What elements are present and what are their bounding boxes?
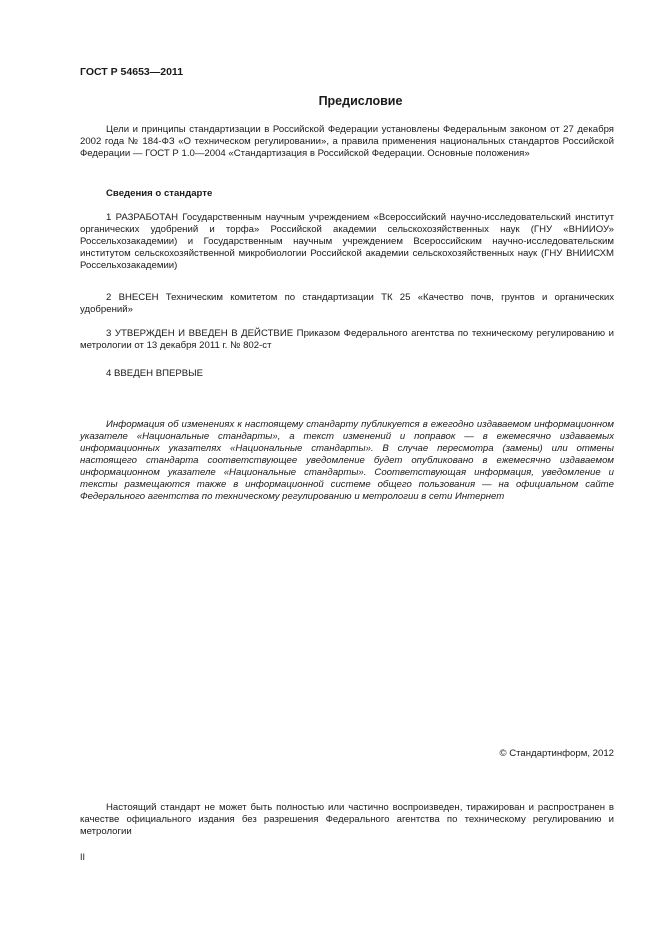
page-number: II [80, 852, 86, 862]
section-heading: Сведения о стандарте [106, 188, 213, 199]
intro-paragraph: Цели и принципы стандартизации в Российской Федерации установлены Федеральным законом от 27 декабря 2002 года № 184-ФЗ «О техническом регулировании», а правила применения национальных стандартов Российской Федерации — ГОСТ Р 1.0—2004 «Стандартизация в Российской Федерации. Основные положения» [80, 124, 614, 159]
document-number: ГОСТ Р 54653—2011 [80, 66, 184, 78]
item-introduced: 2 ВНЕСЕН Техническим комитетом по стандартизации ТК 25 «Качество почв, грунтов и органических удобрений» [80, 292, 614, 315]
reproduction-notice-paragraph: Настоящий стандарт не может быть полностью или частично воспроизведен, тиражирован и распространен в качестве официального издания без разрешения Федерального агентства по техническому регулированию и метрологии [80, 802, 614, 837]
item-developed: 1 РАЗРАБОТАН Государственным научным учреждением «Всероссийский научно-исследовательский институт органических удобрений и торфа» Российской академии сельскохозяйственных наук (ГНУ «ВНИИОУ» Россельхозакадемии) и Государственным научным учреждением Всероссийским научно-исследовательским институтом сельскохозяйственной микробиологии Российской академии сельскохозяйственных наук (ГНУ ВНИИСХМ Россельхозакадемии) [80, 212, 614, 271]
item-approved: 3 УТВЕРЖДЕН И ВВЕДЕН В ДЕЙСТВИЕ Приказом Федерального агентства по техническому регулированию и метрологии от 13 декабря 2011 г. № 802-ст [80, 328, 614, 351]
item-first-introduced: 4 ВВЕДЕН ВПЕРВЫЕ [106, 368, 204, 379]
page-title: Предисловие [318, 94, 403, 108]
info-notice-paragraph: Информация об изменениях к настоящему стандарту публикуется в ежегодно издаваемом информационном указателе «Национальные стандарты», а текст изменений и поправок — в ежемесячно издаваемых информационных указателях «Национальные стандарты». В случае пересмотра (замены) или отмены настоящего стандарта соответствующее уведомление будет опубликовано в ежемесячно издаваемом информационном указателе «Национальные стандарты». Соответствующая информация, уведомление и тексты размещаются также в информационной системе общего пользования — на официальном сайте Федерального агентства по техническому регулированию и метрологии в сети Интернет [80, 419, 614, 502]
copyright-line: © Стандартинформ, 2012 [499, 748, 614, 759]
